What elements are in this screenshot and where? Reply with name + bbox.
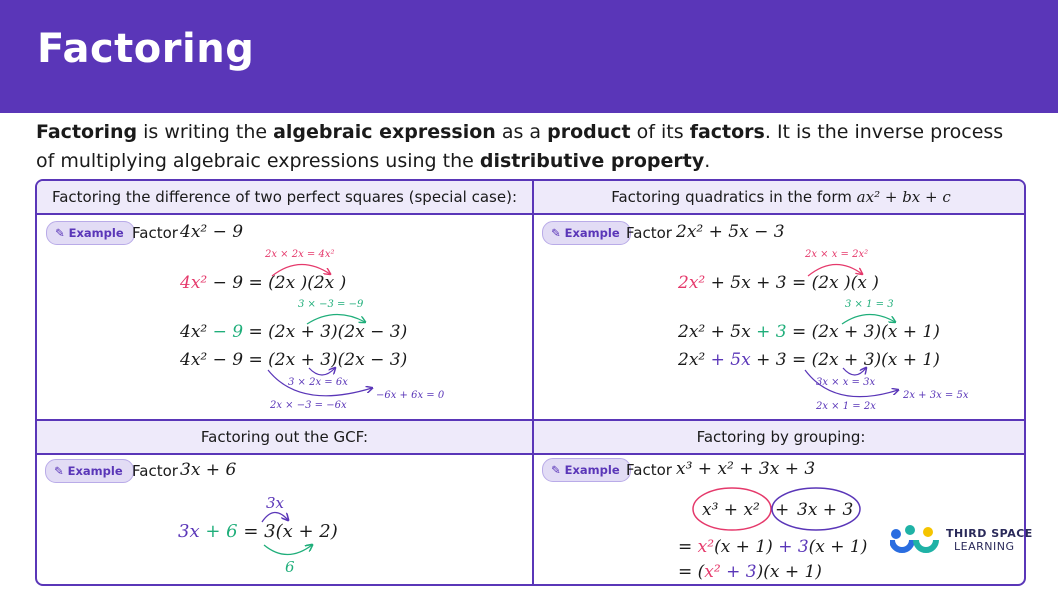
intro-text: as a (495, 121, 548, 143)
annotation-gcf: 3x (266, 494, 285, 512)
term-highlight: 4x² (180, 273, 208, 293)
annotation-label: 2x + 3x = 5x (903, 390, 969, 401)
equation-part: = ( (678, 562, 705, 582)
annotation-label: 2x × x = 2x² (805, 249, 869, 260)
pencil-icon: ✎ (551, 463, 561, 477)
intro-term: factors (689, 121, 765, 143)
factor-label: Factor (132, 224, 178, 242)
term-highlight: 3x (178, 521, 200, 542)
term-highlight: + 3 (778, 537, 809, 557)
arrow (307, 314, 365, 324)
term-highlight: + 3 (720, 562, 757, 582)
group-plus: + (775, 500, 790, 520)
equation-rest: = 3(x + 2) (237, 521, 338, 542)
intro-term: algebraic expression (273, 121, 496, 143)
factor-label: Factor (626, 224, 672, 242)
arrow (272, 264, 330, 276)
term-highlight: 2x² (678, 273, 706, 293)
panel-title-difference-of-squares: Factoring the difference of two perfect squares (special case): (37, 181, 532, 213)
annotation-label: 2x × 2x = 4x² (265, 249, 335, 260)
arrow (808, 264, 862, 276)
annotation-label: −6x + 6x = 0 (376, 390, 445, 401)
problem-expression: x³ + x² + 3x + 3 (676, 459, 816, 479)
group-ellipse (693, 488, 771, 530)
equation-part: = (678, 537, 698, 557)
annotation-label: 3 × 2x = 6x (288, 377, 348, 388)
term-highlight: x² (697, 537, 715, 557)
equation-line: 4x² − 9 = (2x + 3)(2x − 3) (180, 350, 408, 370)
term-highlight: x² (704, 562, 721, 582)
annotation-label: 2x × −3 = −6x (270, 400, 347, 411)
problem-expression: 4x² − 9 (180, 222, 244, 242)
intro-text: . (704, 150, 711, 172)
problem-expression: 3x + 6 (180, 460, 237, 480)
term-highlight: + 6 (199, 521, 238, 542)
panel-title-math: ax² + bx + c (856, 188, 951, 206)
example-label: Example (68, 226, 124, 240)
term-highlight: − 9 (212, 322, 244, 342)
equation-rest: )(x + 1) (756, 562, 822, 582)
factor-label: Factor (132, 462, 178, 480)
factor-label: Factor (626, 461, 672, 479)
arrow (309, 368, 335, 375)
annotation-label: 3 × −3 = −9 (298, 299, 364, 310)
term-highlight: + 5x (710, 350, 751, 370)
group-ellipse (772, 488, 860, 530)
group-one: x³ + x² (702, 500, 760, 520)
logo-text (946, 527, 1033, 553)
logo-line: LEARNING (954, 540, 1015, 553)
arrow (262, 512, 288, 522)
example-label: Example (564, 463, 620, 477)
equation-rest: (x + 1) (808, 537, 868, 557)
equation-part: (x + 1) (714, 537, 779, 557)
intro-text: is writing the (137, 121, 274, 143)
arrow (843, 368, 866, 375)
panel-title-grouping: Factoring by grouping: (534, 421, 1026, 453)
intro-text: of its (630, 121, 690, 143)
annotation-gcf: 6 (285, 558, 295, 576)
equation-part: 2x² (678, 350, 711, 370)
term-highlight: + 3 (756, 322, 787, 342)
arrow (842, 314, 895, 324)
equation-rest: + 3 = (2x + 3)(x + 1) (750, 350, 940, 370)
example-label: Example (564, 226, 620, 240)
logo-line: THIRD SPACE (946, 527, 1033, 540)
annotation-label: 3 × 1 = 3 (845, 299, 894, 310)
arrow (264, 545, 312, 555)
problem-expression: 2x² + 5x − 3 (676, 222, 785, 242)
annotation-label: 3x × x = 3x (816, 377, 876, 388)
equation-part: 2x² + 5x (678, 322, 757, 342)
example-label: Example (67, 464, 123, 478)
pencil-icon: ✎ (551, 226, 561, 240)
panel-title-gcf: Factoring out the GCF: (37, 421, 532, 453)
intro-text: . It is the inverse process of multiplying algebraic expressions using the (36, 121, 1004, 172)
equation-rest: = (2x + 3)(x + 1) (786, 322, 940, 342)
intro-term: product (547, 121, 631, 143)
equation-rest: + 5x + 3 = (2x )(x ) (705, 273, 879, 293)
intro-term-factoring: Factoring (36, 121, 138, 143)
panel-title-text: Factoring quadratics in the form (611, 188, 852, 206)
equation-part: 4x² (180, 322, 213, 342)
page-title: Factoring (37, 26, 255, 72)
equation-rest: − 9 = (2x )(2x ) (207, 273, 347, 293)
group-two: 3x + 3 (797, 500, 854, 520)
pencil-icon: ✎ (55, 226, 65, 240)
pencil-icon: ✎ (54, 464, 64, 478)
equation-rest: = (2x + 3)(2x − 3) (243, 322, 408, 342)
annotation-label: 2x × 1 = 2x (816, 401, 876, 412)
intro-term: distributive property (479, 150, 705, 172)
